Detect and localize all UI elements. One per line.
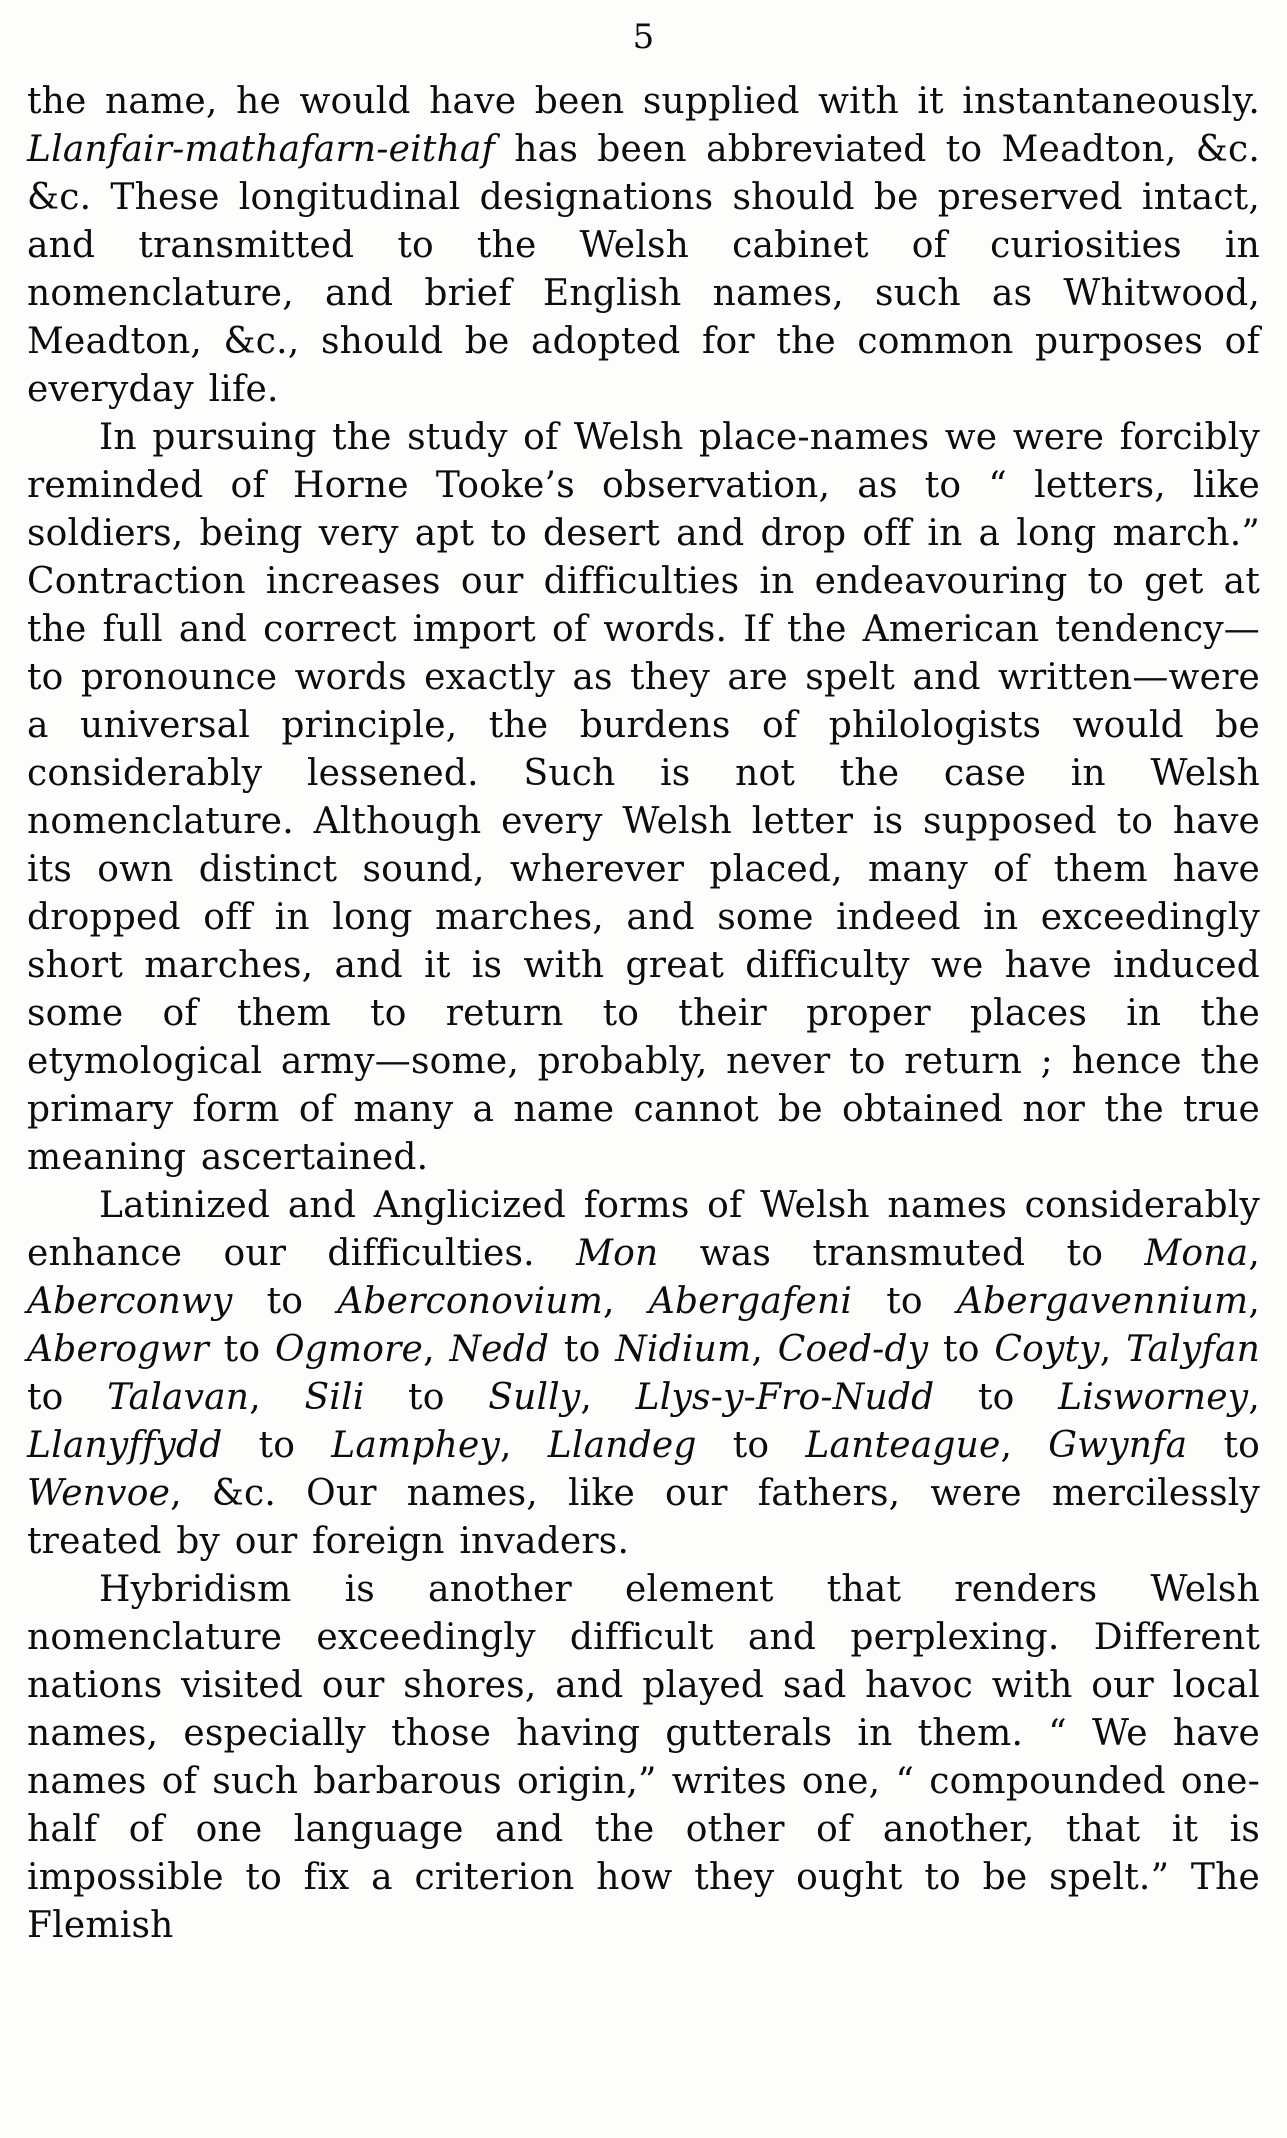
text-run: In pursuing the study of Welsh place-names we were forcibly reminded of Horne Tooke’s observation, as to “ letters, like soldiers, being very apt to desert and drop off in a long march.” Contraction increases our difficulties in endeavouring to get at the full and correct import of words. If the American tendency—to pronounce words exactly as they are spelt and written—were a universal principle, the burdens of philologists would be considerably lessened. Such is not the case in Welsh nomenclature. Although every Welsh letter is supposed to have its own distinct sound, wherever placed, many of them have dropped off in long marches, and some indeed in exceedingly short marches, and it is with great difficulty we have induced some of them to return to their proper places in the etymological army—some, probably, never to return ; hence the primary form of many a name cannot be obtained nor the true meaning ascertained. <box>27 417 1260 1178</box>
italic-text-run: Talyfan <box>1126 1329 1261 1370</box>
text-run: to <box>928 1329 995 1370</box>
italic-text-run: Llandeg <box>547 1425 697 1466</box>
text-run: to <box>222 1425 332 1466</box>
text-run: Latinized and Anglicized forms of Welsh names considerably enhance our difficulties. <box>27 1185 1260 1274</box>
italic-text-run: Mona <box>1144 1233 1249 1274</box>
italic-text-run: Gwynfa <box>1048 1425 1188 1466</box>
text-run: , &c. Our names, like our fathers, were mercilessly treated by our foreign invaders. <box>27 1473 1260 1562</box>
italic-text-run: Llys-y-Fro-Nudd <box>635 1377 935 1418</box>
italic-text-run: Aberogwr <box>27 1329 209 1370</box>
italic-text-run: Lanteague <box>805 1425 1001 1466</box>
italic-text-run: Ogmore <box>274 1329 424 1370</box>
italic-text-run: Mon <box>576 1233 659 1274</box>
text-run: , <box>249 1377 305 1418</box>
text-run: to <box>549 1329 616 1370</box>
text-run: to <box>208 1329 275 1370</box>
italic-text-run: Wenvoe <box>27 1473 171 1514</box>
italic-text-run: Coed-dy <box>777 1329 929 1370</box>
text-run: to <box>27 1377 108 1418</box>
paragraph <box>27 1566 1260 1950</box>
text-run: , <box>1248 1233 1260 1274</box>
italic-text-run: Abergavennium <box>956 1281 1249 1322</box>
text-run: , <box>1248 1281 1260 1322</box>
text-run: , <box>580 1377 636 1418</box>
text-run: , <box>1000 1425 1049 1466</box>
italic-text-run: Aberconwy <box>27 1281 233 1322</box>
text-run: was transmuted to <box>658 1233 1145 1274</box>
italic-text-run: Lisworney <box>1058 1377 1249 1418</box>
text-run: to <box>232 1281 338 1322</box>
paragraph-container <box>27 78 1260 1950</box>
italic-text-run: Llanfair-mathafarn-eithaf <box>27 129 496 170</box>
italic-text-run: Sili <box>304 1377 365 1418</box>
italic-text-run: Sully <box>488 1377 581 1418</box>
italic-text-run: Coyty <box>994 1329 1100 1370</box>
italic-text-run: Aberconovium <box>337 1281 604 1322</box>
italic-text-run: Abergafeni <box>648 1281 853 1322</box>
text-run: to <box>364 1377 489 1418</box>
text-run: to <box>1187 1425 1261 1466</box>
page-number: 5 <box>632 17 656 57</box>
text-run: Hybridism is another element that renders Welsh nomenclature exceedingly difficult and perplexing. Different nations visited our shores, and played sad havoc with our local names, especially those having gutterals in them. “ We have names of such barbarous origin,” writes one, “ compounded one-half of one language and the other of another, that it is impossible to fix a criterion how they ought to be spelt.” The Flemish <box>27 1569 1260 1946</box>
text-run: , <box>500 1425 548 1466</box>
paragraph <box>27 1182 1260 1566</box>
text-run: the name, he would have been supplied with it instantaneously. <box>27 81 1260 122</box>
text-run: , <box>603 1281 649 1322</box>
italic-text-run: Llanyffydd <box>27 1425 223 1466</box>
italic-text-run: Talavan <box>107 1377 250 1418</box>
text-run: , <box>751 1329 778 1370</box>
paragraph <box>27 78 1260 414</box>
text-run: has been abbreviated to Meadton, &c. &c. These longitudinal designations should be preserved intact, and transmitted to the Welsh cabinet of curiosities in nomenclature, and brief English names, such as Whitwood, Meadton, &c., should be adopted for the common purposes of everyday life. <box>27 129 1260 410</box>
paragraph <box>27 414 1260 1182</box>
italic-text-run: Nidium <box>615 1329 752 1370</box>
text-run: , <box>1248 1377 1261 1418</box>
italic-text-run: Lamphey <box>331 1425 501 1466</box>
text-run: to <box>696 1425 806 1466</box>
italic-text-run: Nedd <box>449 1329 550 1370</box>
text-run: to <box>852 1281 957 1322</box>
text-run: , <box>423 1329 450 1370</box>
text-run: to <box>934 1377 1059 1418</box>
text-run: , <box>1099 1329 1127 1370</box>
